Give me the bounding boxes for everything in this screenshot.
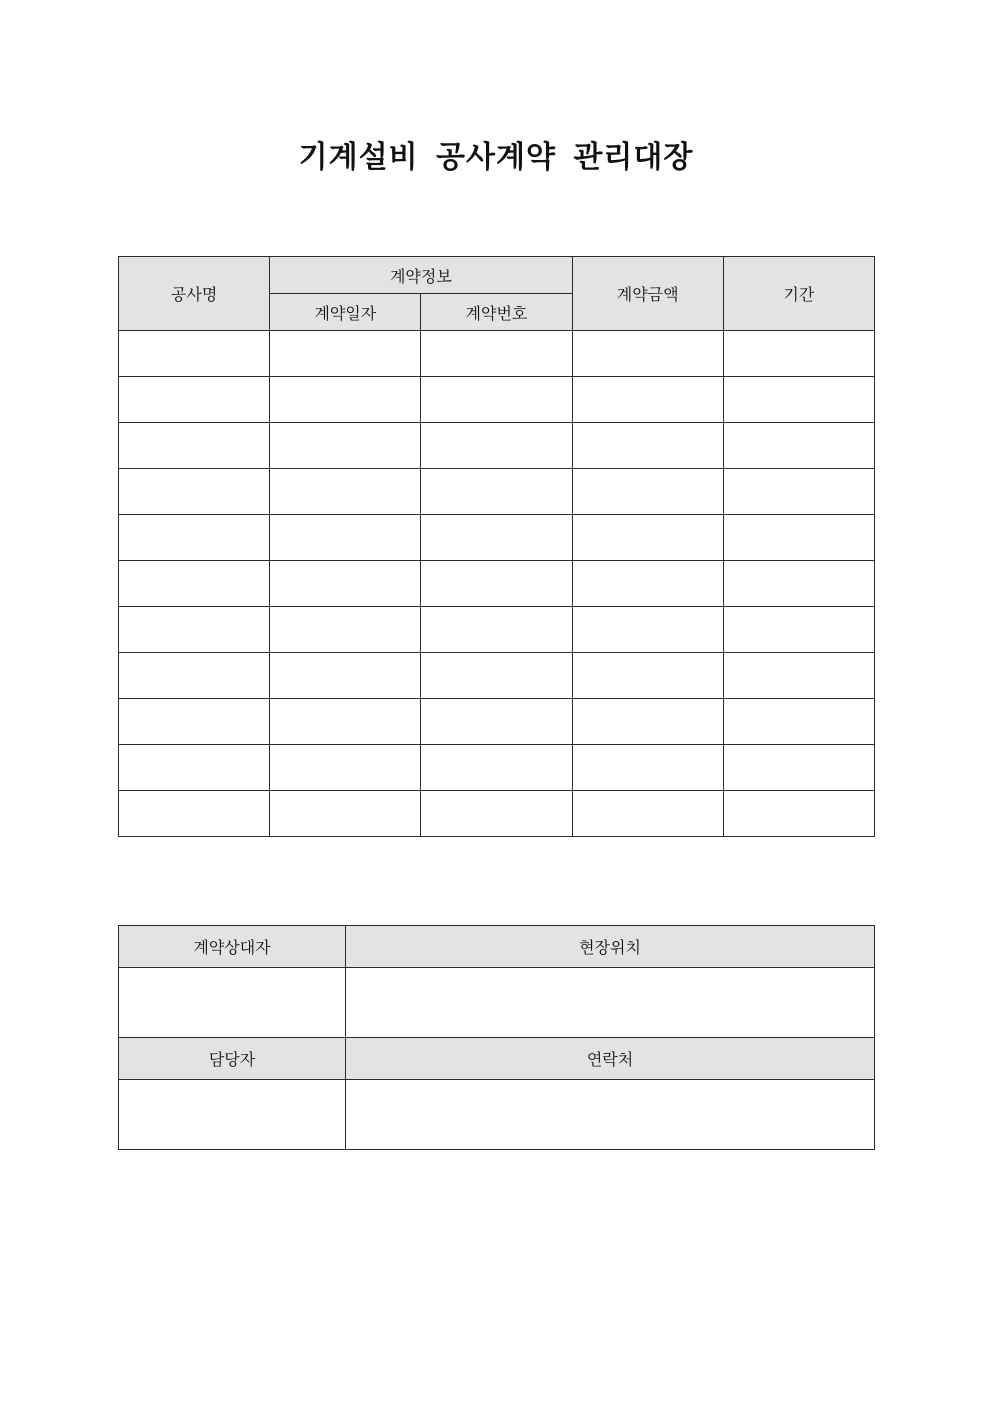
header-contact: 연락처 bbox=[346, 1038, 875, 1080]
table-row bbox=[119, 791, 875, 837]
header-contract-date: 계약일자 bbox=[270, 294, 421, 331]
cell-period[interactable] bbox=[723, 561, 874, 607]
cell-project-name[interactable] bbox=[119, 653, 270, 699]
page-title: 기계설비 공사계약 관리대장 bbox=[298, 140, 694, 175]
cell-contract-number[interactable] bbox=[421, 377, 572, 423]
cell-contract-amount[interactable] bbox=[572, 653, 723, 699]
cell-contract-number[interactable] bbox=[421, 561, 572, 607]
header-contract-amount: 계약금액 bbox=[572, 257, 723, 331]
cell-period[interactable] bbox=[723, 423, 874, 469]
cell-contract-amount[interactable] bbox=[572, 377, 723, 423]
table-row bbox=[119, 423, 875, 469]
table-row bbox=[119, 653, 875, 699]
cell-contact[interactable] bbox=[346, 1080, 875, 1150]
cell-period[interactable] bbox=[723, 791, 874, 837]
cell-project-name[interactable] bbox=[119, 331, 270, 377]
header-contract-info: 계약정보 bbox=[270, 257, 572, 294]
cell-project-name[interactable] bbox=[119, 745, 270, 791]
cell-period[interactable] bbox=[723, 469, 874, 515]
cell-contract-date[interactable] bbox=[270, 607, 421, 653]
cell-contract-date[interactable] bbox=[270, 653, 421, 699]
cell-contract-number[interactable] bbox=[421, 791, 572, 837]
cell-contract-amount[interactable] bbox=[572, 791, 723, 837]
cell-contract-date[interactable] bbox=[270, 331, 421, 377]
cell-period[interactable] bbox=[723, 331, 874, 377]
cell-period[interactable] bbox=[723, 653, 874, 699]
cell-contract-number[interactable] bbox=[421, 653, 572, 699]
cell-contractor[interactable] bbox=[119, 968, 346, 1038]
cell-contract-date[interactable] bbox=[270, 699, 421, 745]
header-manager: 담당자 bbox=[119, 1038, 346, 1080]
cell-contract-amount[interactable] bbox=[572, 515, 723, 561]
header-contractor: 계약상대자 bbox=[119, 926, 346, 968]
cell-contract-date[interactable] bbox=[270, 423, 421, 469]
cell-project-name[interactable] bbox=[119, 699, 270, 745]
cell-contract-number[interactable] bbox=[421, 607, 572, 653]
cell-contract-amount[interactable] bbox=[572, 699, 723, 745]
contract-register-table bbox=[118, 256, 875, 837]
cell-project-name[interactable] bbox=[119, 423, 270, 469]
table-row bbox=[119, 561, 875, 607]
table-row bbox=[119, 745, 875, 791]
cell-period[interactable] bbox=[723, 699, 874, 745]
table-row bbox=[119, 377, 875, 423]
table-row bbox=[119, 469, 875, 515]
cell-site-location[interactable] bbox=[346, 968, 875, 1038]
cell-manager[interactable] bbox=[119, 1080, 346, 1150]
header-site-location: 현장위치 bbox=[346, 926, 875, 968]
cell-contract-amount[interactable] bbox=[572, 331, 723, 377]
table-row bbox=[119, 515, 875, 561]
cell-contract-number[interactable] bbox=[421, 469, 572, 515]
cell-period[interactable] bbox=[723, 377, 874, 423]
cell-contract-date[interactable] bbox=[270, 469, 421, 515]
cell-contract-date[interactable] bbox=[270, 745, 421, 791]
cell-project-name[interactable] bbox=[119, 791, 270, 837]
cell-contract-number[interactable] bbox=[421, 515, 572, 561]
cell-contract-amount[interactable] bbox=[572, 745, 723, 791]
cell-contract-amount[interactable] bbox=[572, 561, 723, 607]
cell-contract-number[interactable] bbox=[421, 331, 572, 377]
cell-contract-amount[interactable] bbox=[572, 607, 723, 653]
cell-contract-amount[interactable] bbox=[572, 423, 723, 469]
header-project-name: 공사명 bbox=[119, 257, 270, 331]
cell-project-name[interactable] bbox=[119, 377, 270, 423]
table-row bbox=[119, 699, 875, 745]
cell-period[interactable] bbox=[723, 607, 874, 653]
cell-contract-date[interactable] bbox=[270, 377, 421, 423]
header-period: 기간 bbox=[723, 257, 874, 331]
cell-contract-number[interactable] bbox=[421, 745, 572, 791]
table-row bbox=[119, 331, 875, 377]
cell-project-name[interactable] bbox=[119, 561, 270, 607]
cell-period[interactable] bbox=[723, 745, 874, 791]
cell-contract-date[interactable] bbox=[270, 561, 421, 607]
cell-contract-date[interactable] bbox=[270, 791, 421, 837]
cell-contract-amount[interactable] bbox=[572, 469, 723, 515]
table-row bbox=[119, 607, 875, 653]
cell-contract-number[interactable] bbox=[421, 699, 572, 745]
cell-contract-number[interactable] bbox=[421, 423, 572, 469]
cell-project-name[interactable] bbox=[119, 469, 270, 515]
cell-project-name[interactable] bbox=[119, 515, 270, 561]
cell-period[interactable] bbox=[723, 515, 874, 561]
header-contract-number: 계약번호 bbox=[421, 294, 572, 331]
cell-project-name[interactable] bbox=[119, 607, 270, 653]
contractor-info-table bbox=[118, 925, 875, 1150]
cell-contract-date[interactable] bbox=[270, 515, 421, 561]
